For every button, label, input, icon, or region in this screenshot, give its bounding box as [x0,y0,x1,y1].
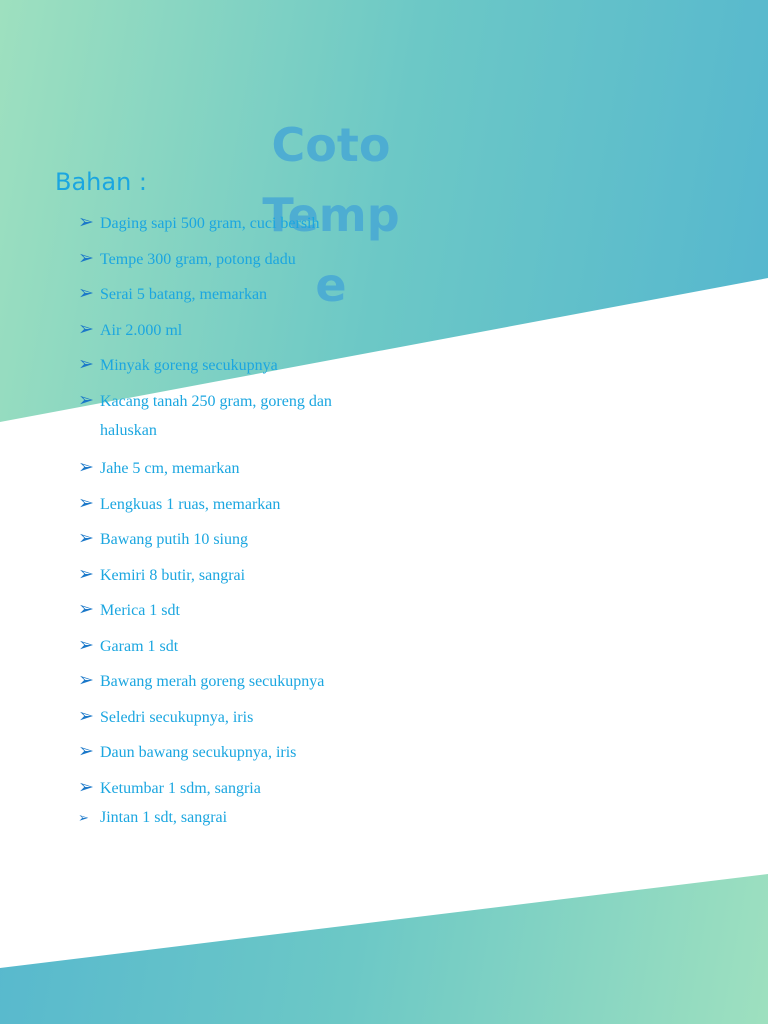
arrow-bullet-icon: ➢ [78,705,94,727]
list-item [78,777,378,800]
ingredient-text: Kacang tanah 250 gram, goreng dan haluskan [100,392,332,439]
ingredient-text: Minyak goreng secukupnya [100,357,278,374]
ingredient-text: Lengkuas 1 ruas, memarkan [100,495,281,513]
list-item [78,248,378,271]
arrow-bullet-icon: ➢ [78,212,94,233]
list-item [78,283,378,306]
list-item [78,670,378,693]
arrow-bullet-icon: ➢ [78,776,94,798]
list-item [78,706,378,729]
ingredient-text: Kemiri 8 butir, sangrai [100,566,246,584]
list-item [78,806,378,829]
ingredient-text: Tempe 300 gram, potong dadu [100,250,296,268]
arrow-bullet-icon: ➢ [78,809,89,825]
arrow-bullet-icon: ➢ [78,389,94,411]
list-item [78,354,378,377]
ingredient-text: Bawang putih 10 siung [100,531,248,548]
arrow-bullet-icon: ➢ [78,318,94,340]
ingredient-text: Daun bawang secukupnya, iris [100,744,297,761]
arrow-bullet-icon: ➢ [78,563,94,585]
ingredient-text: Jahe 5 cm, memarkan [100,460,240,477]
arrow-bullet-icon: ➢ [78,741,94,762]
arrow-bullet-icon: ➢ [78,528,94,549]
page-title: Coto Tempe [262,118,400,312]
ingredient-text: Jintan 1 sdt, sangrai [100,808,228,826]
list-item [78,528,378,551]
list-item [78,319,378,342]
list-item [78,564,378,587]
list-item [78,599,378,622]
ingredient-text: Merica 1 sdt [100,602,180,619]
ingredient-text: Seledri secukupnya, iris [100,708,254,726]
list-item [78,635,378,658]
section-heading: Bahan : [55,168,148,196]
arrow-bullet-icon: ➢ [78,492,94,514]
arrow-bullet-icon: ➢ [78,283,94,304]
arrow-bullet-icon: ➢ [78,247,94,269]
list-item [78,493,378,516]
ingredient-text: Bawang merah goreng secukupnya [100,673,325,690]
arrow-bullet-icon: ➢ [78,670,94,691]
list-item [78,390,378,445]
list-item [78,741,378,764]
arrow-bullet-icon: ➢ [78,599,94,620]
ingredient-text: Garam 1 sdt [100,637,179,655]
arrow-bullet-icon: ➢ [78,354,94,375]
ingredient-text: Ketumbar 1 sdm, sangria [100,779,261,797]
ingredient-text: Serai 5 batang, memarkan [100,286,268,303]
ingredient-text: Air 2.000 ml [100,321,183,339]
ingredient-list [78,212,378,841]
arrow-bullet-icon: ➢ [78,457,94,478]
arrow-bullet-icon: ➢ [78,634,94,656]
list-item [78,457,378,480]
ingredient-text: Daging sapi 500 gram, cuci bersih [100,215,320,232]
list-item [78,212,378,235]
